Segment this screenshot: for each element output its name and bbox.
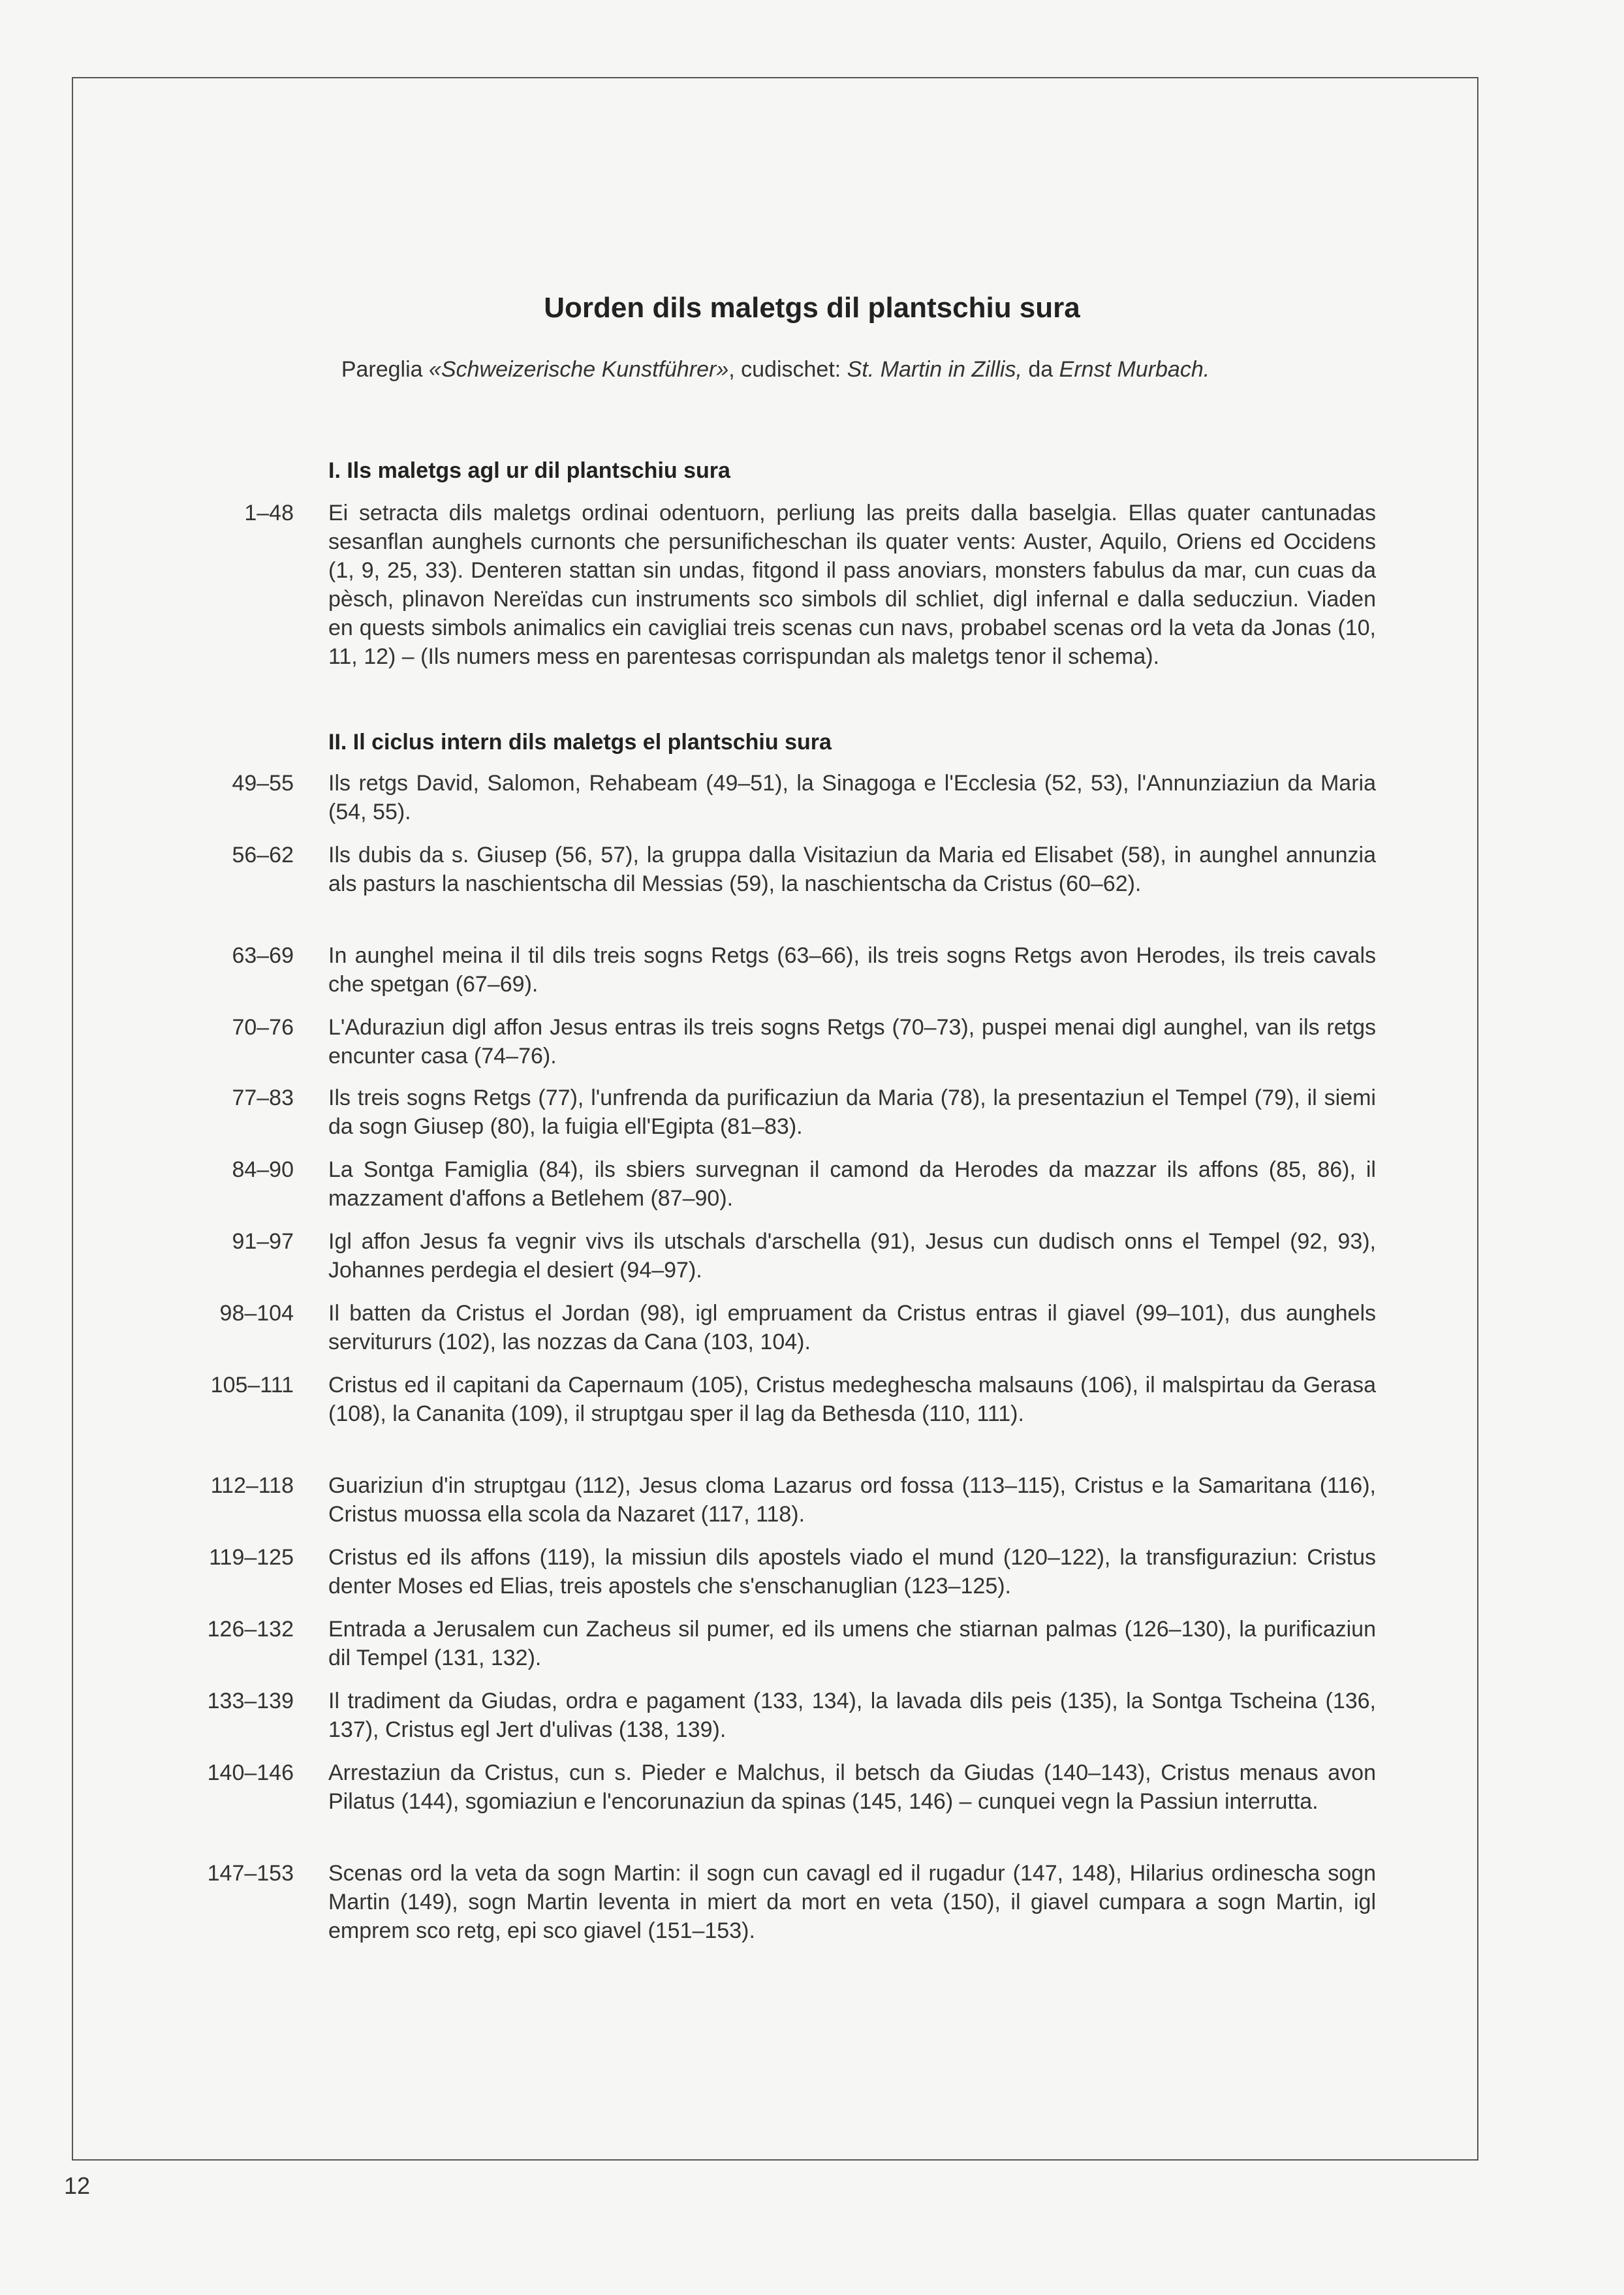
- subtitle-mid1: , cudischet:: [728, 357, 847, 382]
- entry-range: 98–104: [219, 1301, 294, 1326]
- entry-text: In aunghel meina il til dils treis sogns Retgs (63–66), ils treis sogns Retgs avon Herodes, ils treis cavals che spetgan (67–69).: [328, 943, 1376, 997]
- entry-text: Scenas ord la veta da sogn Martin: il sogn cun cavagl ed il rugadur (147, 148), Hilarius ordinescha sogn Martin (149), sogn Martin leventa in miert da mort en veta (150), il giavel cumpara a sogn Martin, igl emprem sco retg, epi sco giavel (151–153).: [328, 1861, 1376, 1943]
- entry-text: Ei setracta dils maletgs ordinai odentuorn, perliung las preits dalla baselgia. Ellas quater cantunadas sesanflan aunghels curnonts che persunificheschan ils quater vents: Auster, Aquilo, Oriens ed Occidens (1, 9, 25, 33). Denteren stattan sin undas, fitgond il pass anoviars, monsters fabulus da mar, cun cuas da pèsch, plinavon Nereïdas cun instruments sco simbols dil schliet, digl infernal e dalla seducziun. Viaden en quests simbols animalics ein cavigliai treis scenas cun navs, probabel scenas ord la veta da Jonas (10, 11, 12) – (Ils numers mess en parentesas corrispundan als maletgs tenor il schema).: [328, 501, 1376, 669]
- subtitle-prefix: Pareglia: [341, 357, 429, 382]
- entry-text: Ils retgs David, Salomon, Rehabeam (49–51), la Sinagoga e l'Ecclesia (52, 53), l'Annunziaziun da Maria (54, 55).: [328, 771, 1376, 824]
- subtitle-source: «Schweizerische Kunstführer»: [429, 357, 729, 382]
- entry-range: 147–153: [207, 1861, 294, 1886]
- entry-text: Guariziun d'in struptgau (112), Jesus cloma Lazarus ord fossa (113–115), Cristus e la Samaritana (116), Cristus muossa ella scola da Nazaret (117, 118).: [328, 1473, 1376, 1527]
- entry-range: 126–132: [207, 1617, 294, 1642]
- entry-range: 91–97: [232, 1229, 294, 1254]
- entry-range: 63–69: [232, 943, 294, 968]
- entry-range: 49–55: [232, 771, 294, 796]
- entry-range: 56–62: [232, 843, 294, 867]
- entry-text: Il batten da Cristus el Jordan (98), igl empruament da Cristus entras il giavel (99–101), dus aunghels servitururs (102), las nozzas da Cana (103, 104).: [328, 1301, 1376, 1354]
- subtitle-book: St. Martin in Zillis,: [847, 357, 1022, 382]
- subtitle-mid2: da: [1022, 357, 1059, 382]
- page-title: Uorden dils maletgs dil plantschiu sura: [544, 292, 1080, 324]
- entry-text: Ils dubis da s. Giusep (56, 57), la gruppa dalla Visitaziun da Maria ed Elisabet (58), in aunghel annunzia als pasturs la naschientscha dil Messias (59), la naschientscha da Cristus (60–62).: [328, 843, 1376, 896]
- entry-text: Entrada a Jerusalem cun Zacheus sil pumer, ed ils umens che stiarnan palmas (126–130), la purificaziun dil Tempel (131, 132).: [328, 1617, 1376, 1670]
- entry-range: 77–83: [232, 1085, 294, 1110]
- entry-text: Arrestaziun da Cristus, cun s. Pieder e Malchus, il betsch da Giudas (140–143), Cristus menaus avon Pilatus (144), sgomiaziun e l'encorunaziun da spinas (145, 146) – cunquei vegn la Passiun interrutta.: [328, 1760, 1376, 1814]
- section-heading-2: II. Il ciclus intern dils maletgs el plantschiu sura: [328, 730, 832, 755]
- subtitle-author: Ernst Murbach.: [1059, 357, 1210, 382]
- entry-text: La Sontga Famiglia (84), ils sbiers survegnan il camond da Herodes da mazzar ils affons (85, 86), il mazzament d'affons a Betlehem (87–90).: [328, 1157, 1376, 1211]
- entry-range: 140–146: [207, 1760, 294, 1785]
- entry-range: 112–118: [210, 1473, 294, 1498]
- page-number: 12: [64, 2172, 91, 2199]
- entry-text: Cristus ed il capitani da Capernaum (105), Cristus medeghescha malsauns (106), il malspirtau da Gerasa (108), la Cananita (109), il struptgau sper il lag da Bethesda (110, 111).: [328, 1373, 1376, 1426]
- entry-range: 1–48: [244, 501, 294, 525]
- subtitle: [0, 357, 1551, 382]
- entry-range: 70–76: [232, 1015, 294, 1040]
- entry-text: Ils treis sogns Retgs (77), l'unfrenda da purificaziun da Maria (78), la presentaziun el Tempel (79), il siemi da sogn Giusep (80), la fuigia ell'Egipta (81–83).: [328, 1085, 1376, 1139]
- entry-text: L'Aduraziun digl affon Jesus entras ils treis sogns Retgs (70–73), puspei menai digl aunghel, van ils retgs encunter casa (74–76).: [328, 1015, 1376, 1069]
- entry-range: 84–90: [232, 1157, 294, 1182]
- entry-range: 105–111: [210, 1373, 294, 1397]
- section-heading-1: I. Ils maletgs agl ur dil plantschiu sura: [328, 458, 730, 483]
- entry-text: Il tradiment da Giudas, ordra e pagament (133, 134), la lavada dils peis (135), la Sontga Tscheina (136, 137), Cristus egl Jert d'ulivas (138, 139).: [328, 1689, 1376, 1742]
- entry-range: 119–125: [209, 1545, 294, 1570]
- entry-range: 133–139: [207, 1689, 294, 1713]
- entry-text: Igl affon Jesus fa vegnir vivs ils utschals d'arschella (91), Jesus cun dudisch onns el Tempel (92, 93), Johannes perdegia el desiert (94–97).: [328, 1229, 1376, 1283]
- entry-text: Cristus ed ils affons (119), la missiun dils apostels viado el mund (120–122), la transfiguraziun: Cristus denter Moses ed Elias, treis apostels che s'enschanuglian (123–125).: [328, 1545, 1376, 1599]
